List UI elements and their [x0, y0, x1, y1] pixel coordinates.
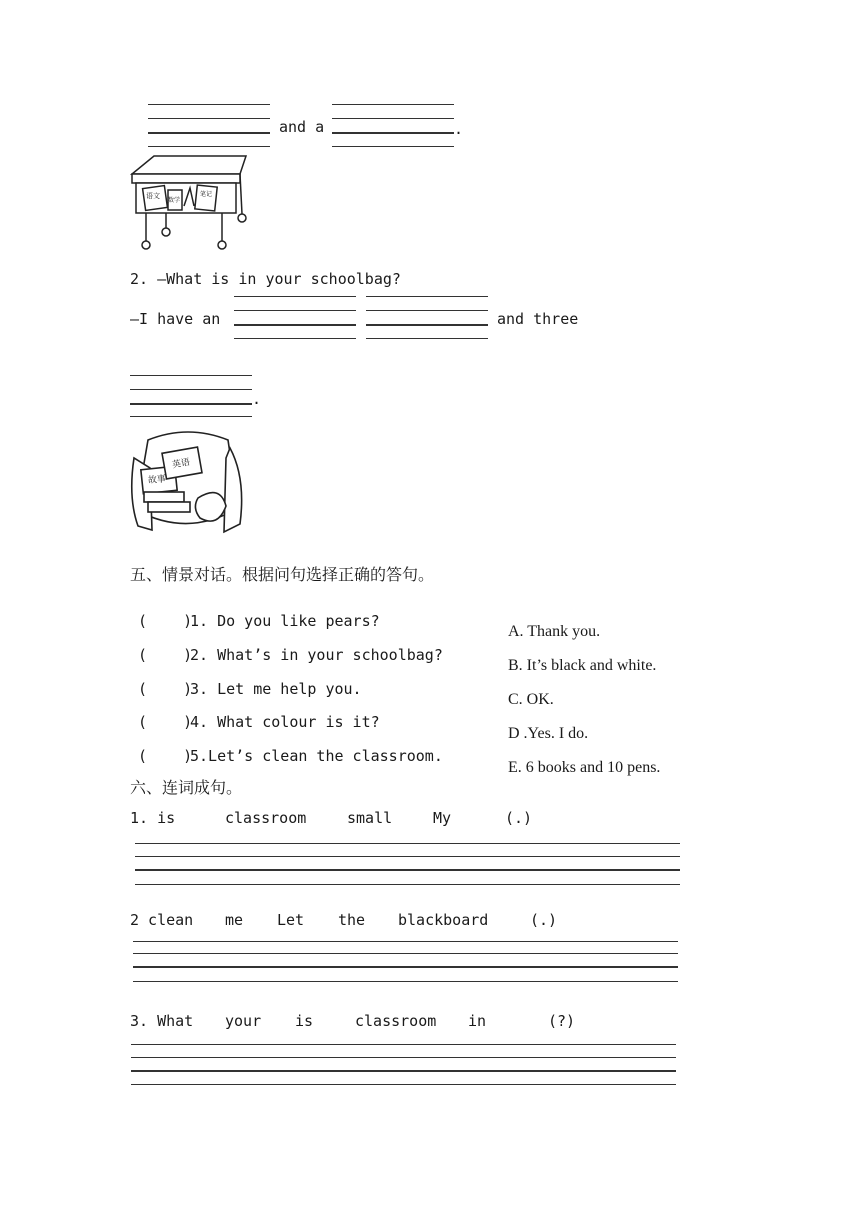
- word-token: Let: [277, 911, 305, 929]
- word-token: My: [433, 809, 452, 827]
- desk-book-label-3: 笔记: [200, 191, 213, 198]
- section-five-title: 五、情景对话。根据问句选择正确的答句。: [130, 565, 435, 584]
- q2-answer-start: —I have an: [130, 310, 221, 328]
- q2-period: .: [252, 390, 262, 408]
- desk-book-label-2: 数学: [168, 197, 181, 204]
- desk-book-label-1: 语文: [146, 192, 160, 200]
- answer-option: E. 6 books and 10 pens.: [508, 759, 661, 776]
- answer-option: A. Thank you.: [508, 623, 601, 640]
- q1-period: .: [454, 120, 464, 138]
- answer-paren[interactable]: ( ): [138, 612, 193, 630]
- word-token: small: [347, 809, 393, 827]
- schoolbag-illustration: [128, 428, 248, 538]
- desk-illustration: [128, 154, 258, 254]
- word-token: in: [468, 1012, 487, 1030]
- word-token: (.): [505, 809, 533, 827]
- answer-paren[interactable]: ( ): [138, 713, 193, 731]
- section-six-title: 六、连词成句。: [130, 778, 243, 797]
- word-token: classroom: [355, 1012, 437, 1030]
- question-text: 5.Let’s clean the classroom.: [190, 747, 443, 765]
- word-token: classroom: [225, 809, 307, 827]
- answer-paren[interactable]: ( ): [138, 680, 193, 698]
- answer-option: D .Yes. I do.: [508, 725, 589, 742]
- question-text: 4. What colour is it?: [190, 713, 380, 731]
- question-text: 3. Let me help you.: [190, 680, 362, 698]
- bag-book-label-2: 故事: [147, 474, 167, 487]
- q1-and-a-text: and a: [279, 118, 325, 136]
- answer-paren[interactable]: ( ): [138, 747, 193, 765]
- answer-paren[interactable]: ( ): [138, 646, 193, 664]
- word-token: your: [225, 1012, 262, 1030]
- question-text: 1. Do you like pears?: [190, 612, 380, 630]
- q2-and-three: and three: [497, 310, 579, 328]
- bag-book-label-1: 英语: [171, 457, 191, 471]
- word-token: blackboard: [398, 911, 489, 929]
- word-token: me: [225, 911, 244, 929]
- question-text: 2. What’s in your schoolbag?: [190, 646, 443, 664]
- word-token: (?): [548, 1012, 576, 1030]
- q2-question: 2. —What is in your schoolbag?: [130, 270, 401, 288]
- word-token: is: [295, 1012, 314, 1030]
- word-token: 1. is: [130, 809, 176, 827]
- answer-option: B. It’s black and white.: [508, 657, 657, 674]
- word-token: 3. What: [130, 1012, 194, 1030]
- word-token: (.): [530, 911, 558, 929]
- word-token: the: [338, 911, 366, 929]
- answer-option: C. OK.: [508, 691, 554, 708]
- word-token: 2 clean: [130, 911, 194, 929]
